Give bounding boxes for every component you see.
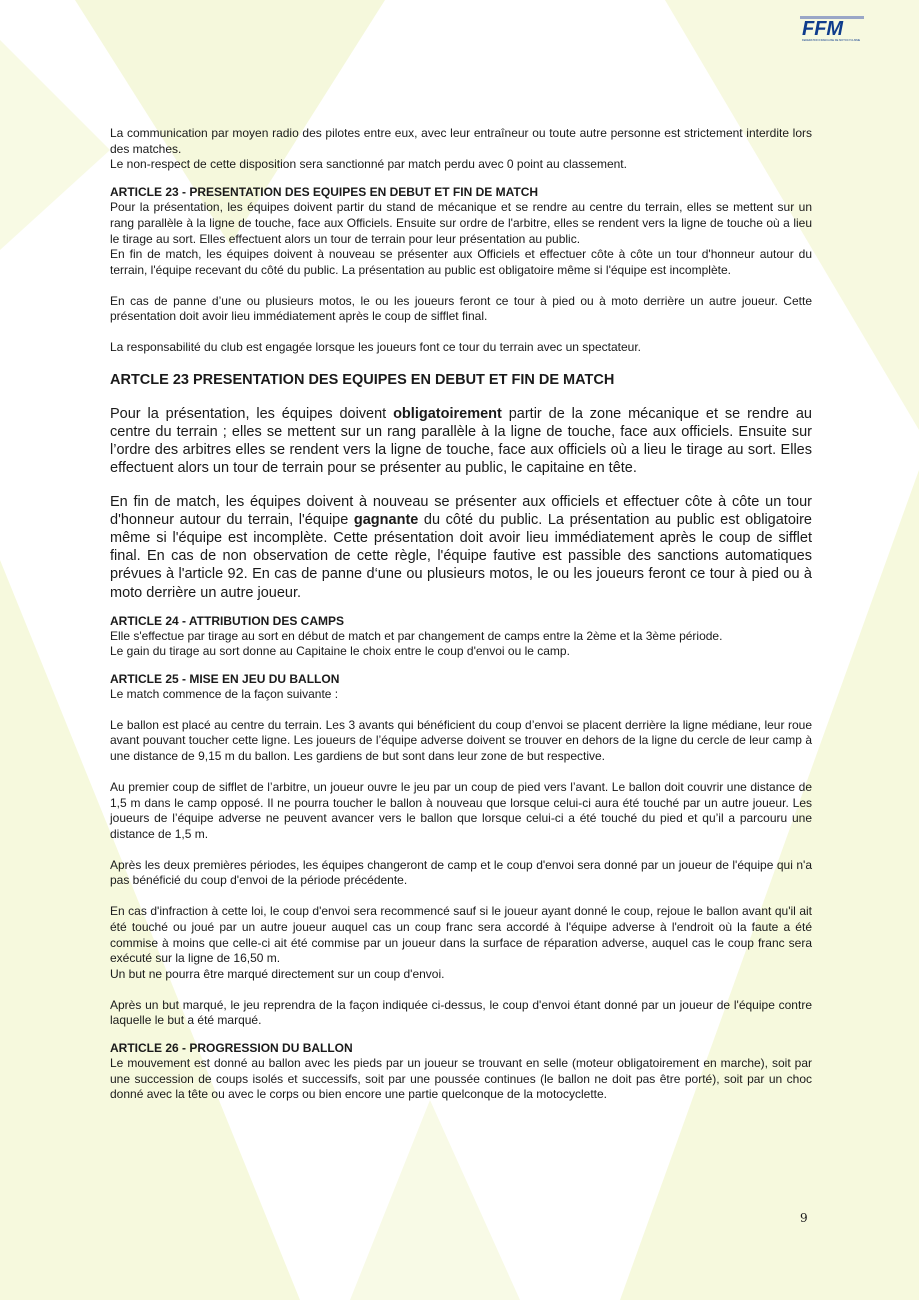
article-25-paragraph-4: Après les deux premières périodes, les équipes changeront de camp et le coup d'envoi sera donné par un joueur de l'équipe qui n'a pas bénéficié du coup d'envoi de la période précédente.	[110, 857, 812, 888]
intro-paragraph-1: La communication par moyen radio des pilotes entre eux, avec leur entraîneur ou toute autre personne est strictement interdite lors des matches.	[110, 126, 812, 156]
article-23-new-paragraph-1: Pour la présentation, les équipes doivent obligatoirement partir de la zone mécanique et se rendre au centre du terrain ; elles se mettent sur un rang parallèle à la ligne de touche, face aux officiels. Ensuite sur l’ordre des arbitres elles se rendent vers la ligne de touche, face aux officiels où a lieu le tirage au sort. Elles effectuent alors un tour de terrain pour se présenter au public, le capitaine en tête.	[110, 405, 812, 477]
article-25-paragraph-7: Après un but marqué, le jeu reprendra de la façon indiquée ci-dessus, le coup d'envoi étant donné par un joueur de l'équipe contre laquelle le but a été marqué.	[110, 997, 812, 1028]
ffm-logo	[798, 14, 866, 42]
article-25-heading: ARTICLE 25 - MISE EN JEU DU BALLON	[110, 672, 340, 687]
intro-paragraph-2: Le non-respect de cette disposition sera sanctionné par match perdu avec 0 point au classement.	[110, 157, 627, 172]
article-26-heading: ARTICLE 26 - PROGRESSION DU BALLON	[110, 1041, 353, 1056]
page-number: 9	[800, 1211, 808, 1225]
article-23-new	[110, 371, 812, 602]
logo-subtext: FEDERATION FRANCAISE DE MOTOCYCLISME	[802, 39, 861, 42]
logo-text: FFM	[802, 18, 844, 40]
emphasis-gagnante: gagnante	[353, 512, 419, 529]
article-25-paragraph-2: Le ballon est placé au centre du terrain. Les 3 avants qui bénéficient du coup d’envoi se placent derrière la ligne médiane, leur roue avant pouvant toucher cette ligne. Les joueurs de l’équipe adverse doivent se trouver en dehors de la ligne du cercle de leur camp à une distance de 9,15 m du ballon. Les gardiens de but sont dans leur zone de but respective.	[110, 717, 812, 764]
article-25-paragraph-1: Le match commence de la façon suivante :	[110, 687, 339, 702]
article-26-paragraph-1: Le mouvement est donné au ballon avec les pieds par un joueur se trouvant en selle (moteur obligatoirement en marche), soit par une succession de coups isolés et successifs, soit par une poussée continues (le ballon ne doit pas être porté), soit par un choc donné avec la tête ou avec le corps ou bien encore une partie quelconque de la motocyclette.	[110, 1056, 812, 1102]
article-23-old-paragraph-4: La responsabilité du club est engagée lorsque les joueurs font ce tour du terrain avec un spectateur.	[110, 340, 642, 355]
article-24-paragraph-1: Elle s'effectue par tirage au sort en début de match et par changement de camps entre la 2ème et la 3ème période.	[110, 628, 723, 643]
article-23-old-paragraph-3: En cas de panne d’une ou plusieurs motos, le ou les joueurs feront ce tour à pied ou à moto derrière un autre joueur. Cette présentation doit avoir lieu immédiatement après le coup de sifflet final.	[110, 293, 812, 324]
article-24-heading: ARTICLE 24 - ATTRIBUTION DES CAMPS	[110, 613, 345, 628]
article-23-old-paragraph-2: En fin de match, les équipes doivent à nouveau se présenter aux Officiels et effectuer côte à côte un tour d'honneur autour du terrain, l'équipe recevant du côté du public. La présentation au public est obligatoire même si l'équipe est incomplète.	[110, 247, 812, 277]
article-23-old-paragraph-1: Pour la présentation, les équipes doivent partir du stand de mécanique et se rendre au centre du terrain, elles se mettent sur un rang parallèle à la ligne de touche, face aux Officiels. Ensuite sur ordre de l'arbitre, elles se rendent vers la ligne de touche où a lieu le tirage au sort. Elles effectuent alors un tour de terrain pour leur présentation au public.	[110, 200, 812, 246]
article-25-paragraph-3: Au premier coup de sifflet de l’arbitre, un joueur ouvre le jeu par un coup de pied vers l’avant. Le ballon doit couvrir une distance de 1,5 m dans le camp opposé. Il ne pourra toucher le ballon à nouveau que lorsque celui-ci aura été touché par un autre joueur. Les joueurs de l’équipe adverse ne peuvent avancer vers le ballon que lorsque celui-ci a été touché du pied et qu’il a parcouru une distance de 1,5 m.	[110, 779, 812, 841]
article-24-paragraph-2: Le gain du tirage au sort donne au Capitaine le choix entre le coup d'envoi ou le camp.	[110, 644, 570, 659]
article-23-new-paragraph-2: En fin de match, les équipes doivent à nouveau se présenter aux officiels et effectuer côte à côte un tour d'honneur autour du terrain, l'équipe gagnante du côté du public. La présentation au public est obligatoire même si l'équipe est incomplète. Cette présentation doit avoir lieu immédiatement après le coup de sifflet final. En cas de non observation de cette règle, l'équipe fautive est passible des sanctions automatiques prévues à l'article 92. En cas de panne d‘une ou plusieurs motos, le ou les joueurs feront ce tour à pied ou à moto derrière un autre joueur.	[110, 494, 812, 601]
document-body	[110, 126, 812, 1103]
article-25-paragraph-6: Un but ne pourra être marqué directement sur un coup d'envoi.	[110, 966, 445, 981]
emphasis-obligatoirement: obligatoirement	[393, 405, 502, 422]
article-23-new-heading: ARTCLE 23 PRESENTATION DES EQUIPES EN DEBUT ET FIN DE MATCH	[110, 371, 615, 388]
article-23-old-heading: ARTICLE 23 - PRESENTATION DES EQUIPES EN DEBUT ET FIN DE MATCH	[110, 185, 539, 200]
article-25-paragraph-5: En cas d'infraction à cette loi, le coup d'envoi sera recommencé sauf si le joueur ayant donné le coup, rejoue le ballon avant qu'il ait été touché ou joué par un autre joueur auquel cas un coup franc sera accordé à l'équipe adverse à l'endroit où la faute a été commise à moins que celle-ci ait été commise par un joueur dans la surface de réparation adverse, auquel cas le coup franc sera exécuté sur la ligne de 16,50 m.	[110, 904, 812, 966]
